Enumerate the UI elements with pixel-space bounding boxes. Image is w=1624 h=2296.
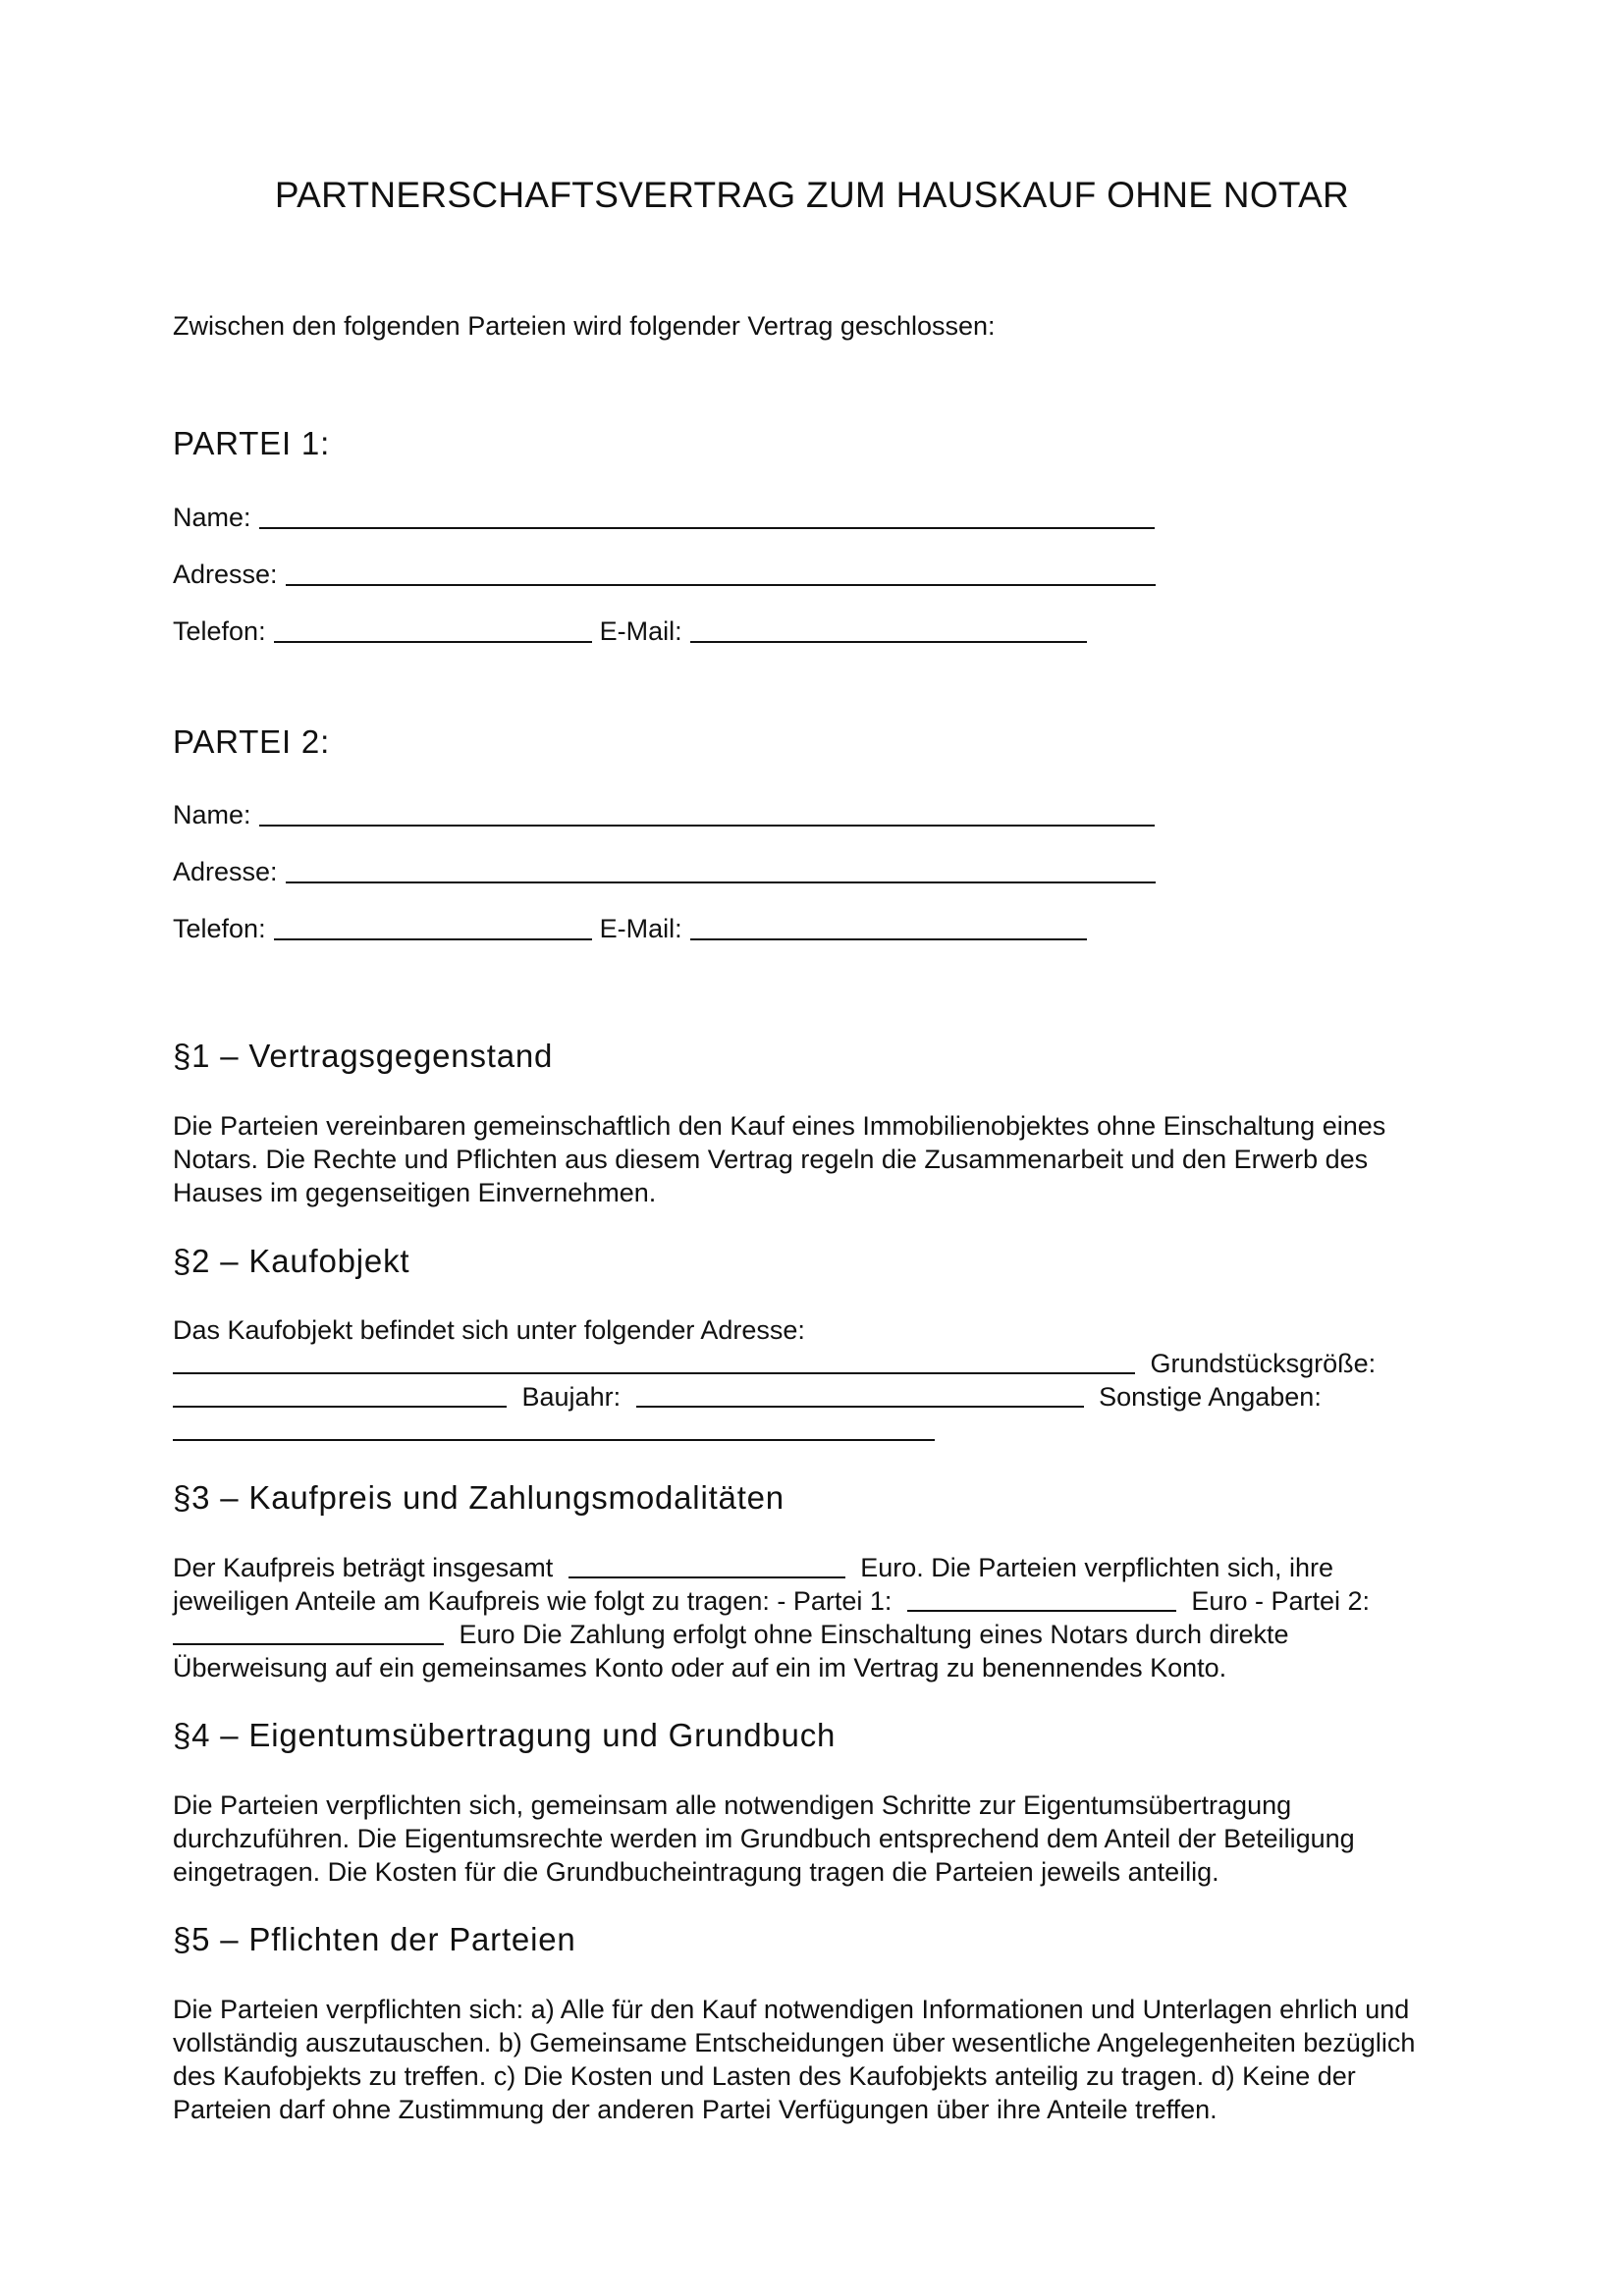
party-1-address-label: Adresse: xyxy=(173,560,278,589)
section-5-text xyxy=(173,1993,1469,2126)
baujahr-label: Baujahr: xyxy=(521,1382,622,1412)
section-1-line: Notars. Die Rechte und Pflichten aus diesem Vertrag regeln die Zusammenarbeit und den Erwerb des xyxy=(173,1145,1369,1174)
party-1-email-label: E-Mail: xyxy=(599,616,682,646)
section-5-line: Parteien darf ohne Zustimmung der anderen Partei Verfügungen über ihre Anteile treffen. xyxy=(173,2095,1218,2124)
section-2-text xyxy=(173,1313,1469,1447)
section-1-text xyxy=(173,1109,1469,1209)
party-2-name-field[interactable] xyxy=(259,799,1155,827)
sonstige-angaben-label: Sonstige Angaben: xyxy=(1099,1382,1322,1412)
kaufpreis-field[interactable] xyxy=(568,1553,845,1578)
party-1-phone-field[interactable] xyxy=(274,615,592,643)
zahlung-text: Euro Die Zahlung erfolgt ohne Einschaltung eines Notars durch direkte xyxy=(459,1620,1289,1649)
party-2-phone-field[interactable] xyxy=(274,913,592,940)
party-1-name-row xyxy=(173,499,1164,534)
section-3-heading: §3 – Kaufpreis und Zahlungsmodalitäten xyxy=(173,1479,785,1516)
section-5-line: des Kaufobjekts zu treffen. c) Die Kosten und Lasten des Kaufobjekts anteilig zu tragen. d) Keine der xyxy=(173,2061,1356,2091)
baujahr-field[interactable] xyxy=(636,1382,1084,1408)
section-2-heading: §2 – Kaufobjekt xyxy=(173,1243,410,1279)
sonstige-angaben-field[interactable] xyxy=(173,1415,935,1441)
section-5-line: vollständig auszutauschen. b) Gemeinsame Entscheidungen über wesentliche Angelegenheiten bezüglich xyxy=(173,2028,1416,2057)
section-2-line xyxy=(173,1414,1469,1447)
party-2-address-label: Adresse: xyxy=(173,857,278,886)
section-2-line xyxy=(173,1380,1469,1414)
section-3-line xyxy=(173,1618,1469,1651)
party-2-email-label: E-Mail: xyxy=(599,914,682,943)
party-1-name-field[interactable] xyxy=(259,502,1155,529)
party-2-email-field[interactable] xyxy=(690,913,1087,940)
party-2-address-row xyxy=(173,853,1165,888)
party-2-name-label: Name: xyxy=(173,800,251,829)
section-2-line: Das Kaufobjekt befindet sich unter folgender Adresse: xyxy=(173,1315,805,1345)
anteil-partei-1-field[interactable] xyxy=(907,1586,1176,1612)
section-1-heading: §1 – Vertragsgegenstand xyxy=(173,1038,554,1074)
party-1-address-row xyxy=(173,556,1165,591)
party-2-contact-row xyxy=(173,910,1097,945)
grundstuecksgroesse-label: Grundstücksgröße: xyxy=(1150,1349,1377,1378)
party-2-phone-label: Telefon: xyxy=(173,914,266,943)
section-1-line: Die Parteien vereinbaren gemeinschaftlich den Kauf eines Immobilienobjektes ohne Einschaltung eines xyxy=(173,1111,1386,1141)
party-1-name-label: Name: xyxy=(173,503,251,532)
section-5-heading: §5 – Pflichten der Parteien xyxy=(173,1921,576,1957)
party-1-email-field[interactable] xyxy=(690,615,1087,643)
party-1-contact-row xyxy=(173,613,1097,648)
section-3-text xyxy=(173,1551,1469,1684)
party-2-name-row xyxy=(173,796,1164,831)
section-4-text xyxy=(173,1789,1469,1889)
section-3-line: Überweisung auf ein gemeinsames Konto oder auf ein im Vertrag zu benennendes Konto. xyxy=(173,1653,1227,1682)
kaufpreis-suffix: Euro. Die Parteien verpflichten sich, ihre xyxy=(860,1553,1333,1582)
section-2-line xyxy=(173,1347,1469,1380)
grundstuecksgroesse-field[interactable] xyxy=(173,1382,507,1408)
anteil-partei-2-label: Euro - Partei 2: xyxy=(1191,1586,1370,1616)
section-4-line: durchzuführen. Die Eigentumsrechte werden im Grundbuch entsprechend dem Anteil der Beteiligung xyxy=(173,1824,1355,1853)
party-2-heading: PARTEI 2: xyxy=(173,723,331,760)
section-1-line: Hauses im gegenseitigen Einvernehmen. xyxy=(173,1178,657,1207)
section-4-line: Die Parteien verpflichten sich, gemeinsam alle notwendigen Schritte zur Eigentumsübertragung xyxy=(173,1790,1292,1820)
section-4-heading: §4 – Eigentumsübertragung und Grundbuch xyxy=(173,1717,837,1753)
party-1-phone-label: Telefon: xyxy=(173,616,266,646)
section-3-line xyxy=(173,1584,1469,1618)
party-1-heading: PARTEI 1: xyxy=(173,425,331,461)
anteil-partei-1-label: jeweiligen Anteile am Kaufpreis wie folgt zu tragen: - Partei 1: xyxy=(173,1586,893,1616)
party-1-address-field[interactable] xyxy=(286,559,1156,586)
kaufobjekt-address-field[interactable] xyxy=(173,1349,1135,1374)
anteil-partei-2-field[interactable] xyxy=(173,1620,444,1645)
intro-text: Zwischen den folgenden Parteien wird folgender Vertrag geschlossen: xyxy=(173,311,996,341)
section-3-line xyxy=(173,1551,1469,1584)
party-2-address-field[interactable] xyxy=(286,856,1156,883)
document-title: PARTNERSCHAFTSVERTRAG ZUM HAUSKAUF OHNE NOTAR xyxy=(274,175,1350,215)
kaufpreis-label: Der Kaufpreis beträgt insgesamt xyxy=(173,1553,554,1582)
section-4-line: eingetragen. Die Kosten für die Grundbucheintragung tragen die Parteien jeweils anteilig. xyxy=(173,1857,1219,1887)
section-5-line: Die Parteien verpflichten sich: a) Alle für den Kauf notwendigen Informationen und Unterlagen ehrlich und xyxy=(173,1995,1410,2024)
